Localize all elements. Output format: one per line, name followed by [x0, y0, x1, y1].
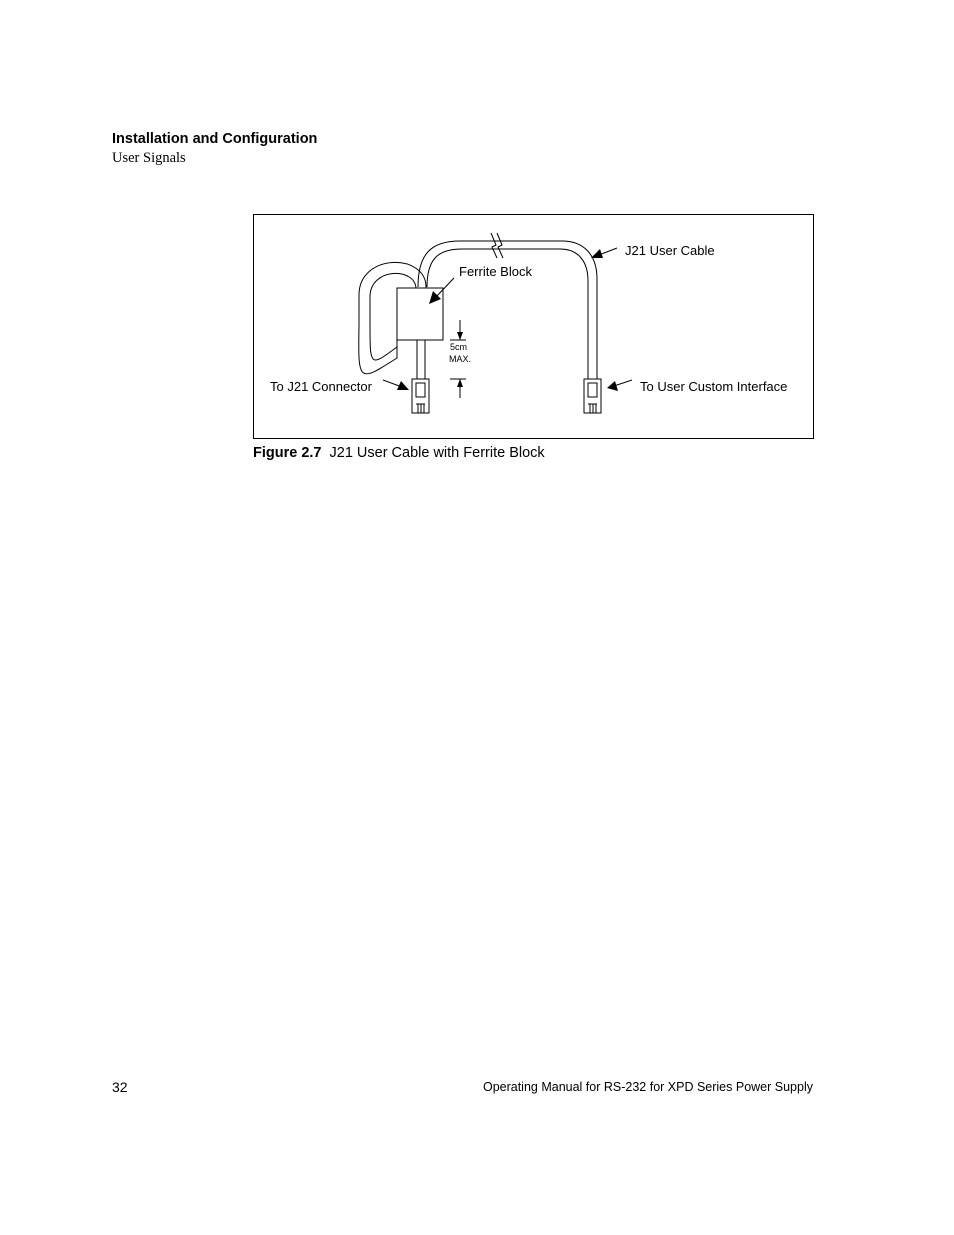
page-number: 32 [112, 1079, 128, 1095]
cable-break-mark-1 [491, 233, 497, 258]
section-subtitle: User Signals [112, 150, 186, 166]
section-title: Installation and Configuration [112, 131, 318, 147]
label-dimension-max: MAX. [449, 354, 472, 364]
cable-long-outer [418, 241, 597, 379]
figure-number: Figure 2.7 [253, 445, 322, 461]
leader-cable [599, 248, 617, 255]
user-interface-plug [584, 379, 601, 413]
label-to-j21-connector: To J21 Connector [270, 379, 372, 394]
arrowhead-cable [591, 249, 603, 258]
figure-caption-text: J21 User Cable with Ferrite Block [329, 445, 545, 461]
label-to-user-custom-interface: To User Custom Interface [640, 379, 788, 394]
dimension-arrow-down [457, 332, 463, 340]
label-ferrite-block: Ferrite Block [459, 264, 532, 279]
leader-user-interface [614, 380, 632, 386]
label-j21-user-cable: J21 User Cable [625, 243, 715, 258]
label-dimension-value: 5cm [450, 342, 468, 352]
cable-diagram [254, 215, 813, 438]
footer-manual-title: Operating Manual for RS-232 for XPD Series Power Supply [482, 1080, 813, 1094]
figure-frame [253, 214, 814, 439]
dimension-arrow-up [457, 379, 463, 387]
cable-break-mark-2 [497, 233, 503, 258]
arrowhead-user-interface [607, 381, 618, 391]
j21-plug [412, 379, 429, 413]
figure-caption [253, 445, 545, 461]
